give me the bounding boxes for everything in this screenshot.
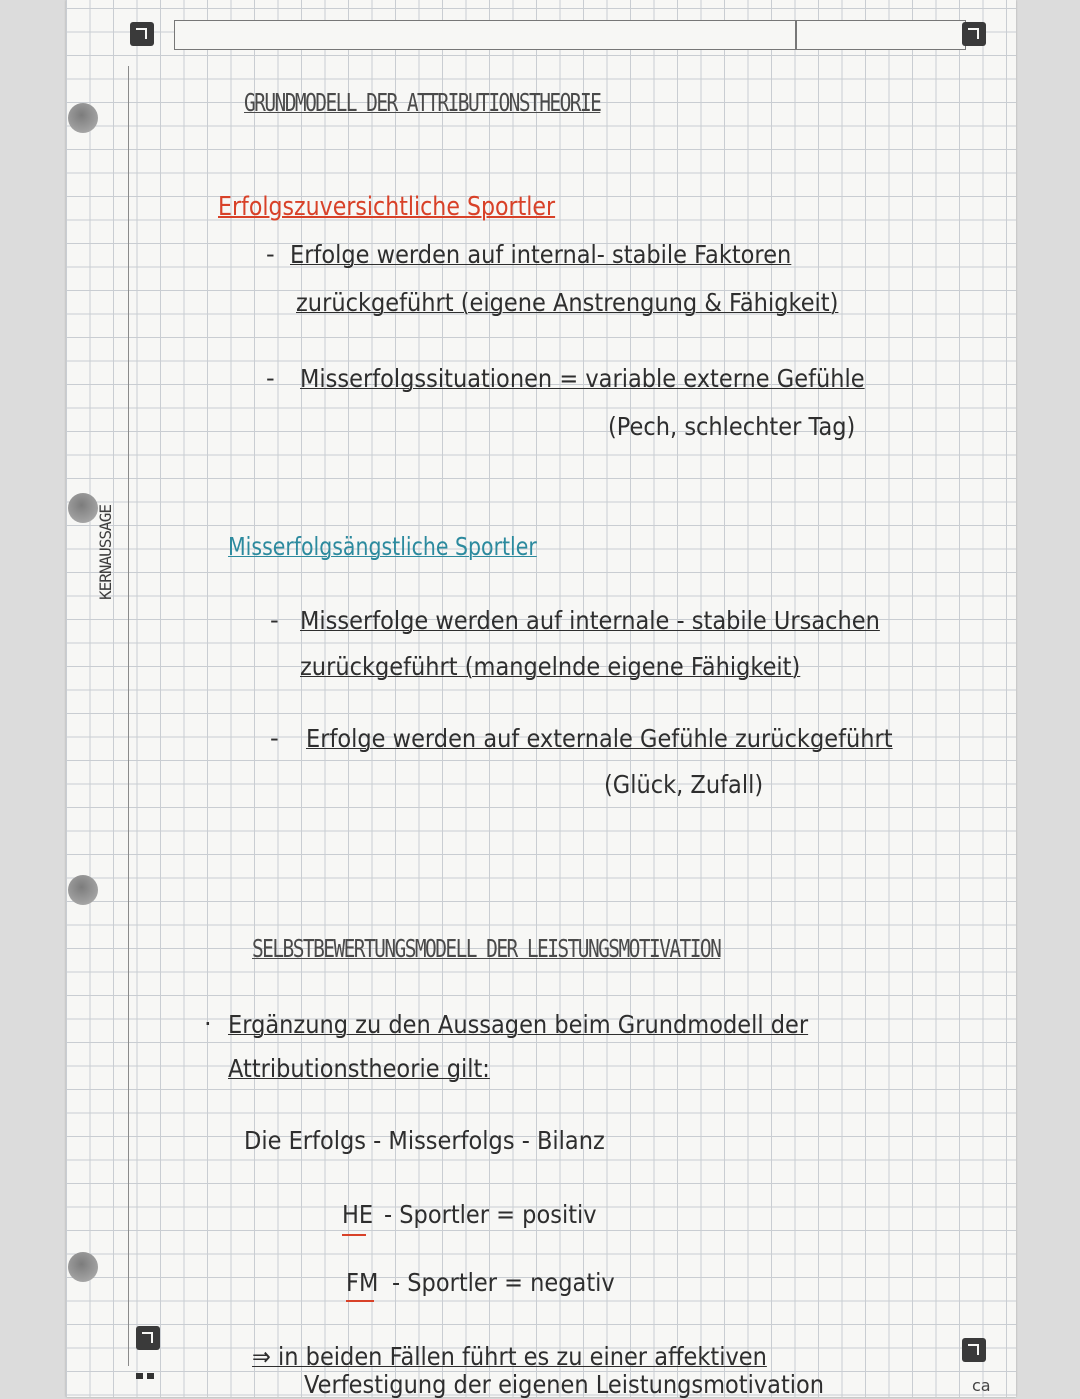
intro-text: Attributionstheorie gilt: — [228, 1054, 490, 1083]
bullet-text: zurückgeführt (mangelnde eigene Fähigkeit) — [300, 652, 801, 681]
he-result: - Sportler = positiv — [384, 1200, 597, 1229]
fm-result: - Sportler = negativ — [392, 1268, 615, 1297]
section-title: GRUNDMODELL DER ATTRIBUTIONSTHEORIE — [244, 88, 601, 117]
group-heading-fearful: Misserfolgsängstliche Sportler — [228, 532, 537, 561]
bullet-dash: - — [266, 240, 275, 268]
scan-marks — [136, 1364, 158, 1383]
he-underline — [342, 1234, 366, 1236]
bullet-text: (Glück, Zufall) — [604, 770, 764, 799]
punch-hole — [68, 875, 98, 905]
corner-mark-icon — [130, 22, 154, 46]
bullet-dash: - — [266, 364, 275, 392]
corner-mark-icon — [962, 22, 986, 46]
corner-mark-icon — [962, 1338, 986, 1362]
conclusion-text: Verfestigung der eigenen Leistungsmotivation — [304, 1370, 825, 1399]
bullet-text: (Pech, schlechter Tag) — [608, 412, 856, 441]
bullet-text: Erfolge werden auf externale Gefühle zurückgeführt — [306, 724, 893, 753]
bullet-dash: - — [270, 724, 279, 752]
fm-label: FM — [346, 1268, 379, 1297]
corner-text: ca — [972, 1376, 991, 1395]
bullet-text: Misserfolgssituationen = variable externe Gefühle — [300, 364, 865, 393]
punch-hole — [68, 1252, 98, 1282]
intro-text: Ergänzung zu den Aussagen beim Grundmodell der — [228, 1010, 809, 1039]
punch-hole — [68, 103, 98, 133]
bullet-dot: · — [204, 1010, 212, 1038]
sidebar-label: KERNAUSSAGE — [96, 505, 115, 600]
header-box — [174, 20, 966, 50]
bullet-text: Erfolge werden auf internal- stabile Faktoren — [290, 240, 792, 269]
balance-text: Die Erfolgs - Misserfolgs - Bilanz — [244, 1126, 605, 1155]
bullet-dash: - — [270, 606, 279, 634]
margin-line — [128, 66, 129, 1366]
bullet-text: Misserfolge werden auf internale - stabile Ursachen — [300, 606, 880, 635]
bullet-text: zurückgeführt (eigene Anstrengung & Fähigkeit) — [296, 288, 839, 317]
section-title: SELBSTBEWERTUNGSMODELL DER LEISTUNGSMOTIVATION — [252, 934, 721, 963]
he-label: HE — [342, 1200, 374, 1229]
conclusion-text: ⇒ in beiden Fällen führt es zu einer affektiven — [252, 1342, 767, 1371]
fm-underline — [346, 1300, 374, 1302]
group-heading-confident: Erfolgszuversichtliche Sportler — [218, 192, 556, 222]
corner-mark-icon — [136, 1326, 160, 1350]
punch-hole — [68, 493, 98, 523]
